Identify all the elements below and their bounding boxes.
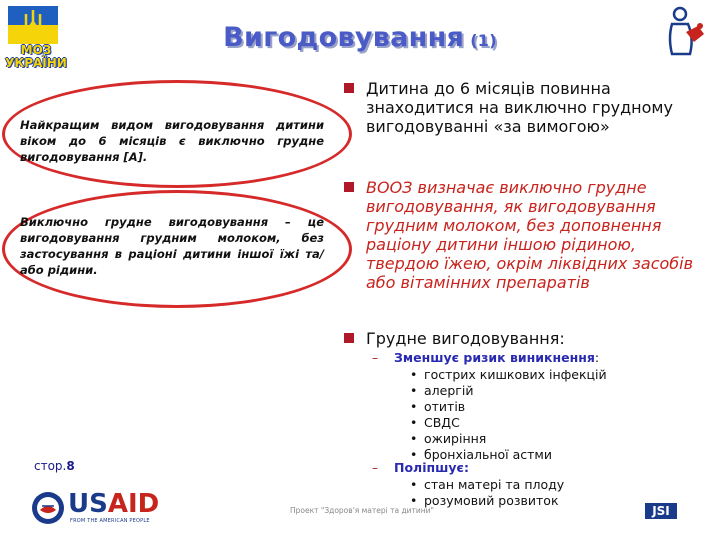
list-item: • стан матері та плоду [410,477,565,492]
dash-marker: – [372,351,378,365]
subsection-heading-1: Зменшує ризик виникнення: [394,350,600,365]
list-item: • алергій [410,383,474,398]
list-item: • отитів [410,399,466,414]
list-item: • бронхіальної астми [410,447,552,462]
mother-child-icon [660,4,712,60]
bullet-text-1: Дитина до 6 місяців повинна знаходитися на виключно грудному вигодовуванні «за вимогою» [366,79,673,136]
page-title: Вигодовування (1) [223,22,497,53]
definition-box-2: Виключно грудне вигодовування – це вигодовування грудним молоком, без застосування в раціоні дитини іншої їжі та/або рідини. [20,215,324,277]
usaid-tagline: FROM THE AMERICAN PEOPLE [70,518,150,524]
bullet-icon [344,333,354,343]
definition-box-1: Найкращим видом вигодовування дитини віком до 6 місяців є виключно грудне вигодовування [A]. [20,118,324,164]
list-item: • ожиріння [410,431,487,446]
usaid-seal-icon [30,490,66,526]
bullet-text-3: Грудне вигодовування: [366,329,565,348]
project-label: Проект "Здоров'я матері та дитини" [290,506,434,515]
bullet-icon [344,83,354,93]
trident-icon [22,8,44,42]
page-number: стор.8 [34,459,75,473]
list-item: • гострих кишкових інфекцій [410,367,607,382]
dash-marker: – [372,461,378,475]
list-item: • розумовий розвиток [410,493,559,508]
bullet-text-2: ВООЗ визначає виключно грудне вигодовування, як вигодовування грудним молоком, без доповнення раціону дитини іншою рідиною, твердою їжею, окрім ліквідних засобів або вітамінних препаратів [366,178,694,292]
list-item: • СВДС [410,415,460,430]
subsection-heading-2: Поліпшує: [394,460,469,475]
jsi-logo: JSI [645,503,677,519]
usaid-logo: USAID [68,489,160,519]
moz-logo-text: МОЗ УКРАЇНИ [5,43,67,70]
ukraine-flag-logo [8,6,58,44]
bullet-icon [344,182,354,192]
